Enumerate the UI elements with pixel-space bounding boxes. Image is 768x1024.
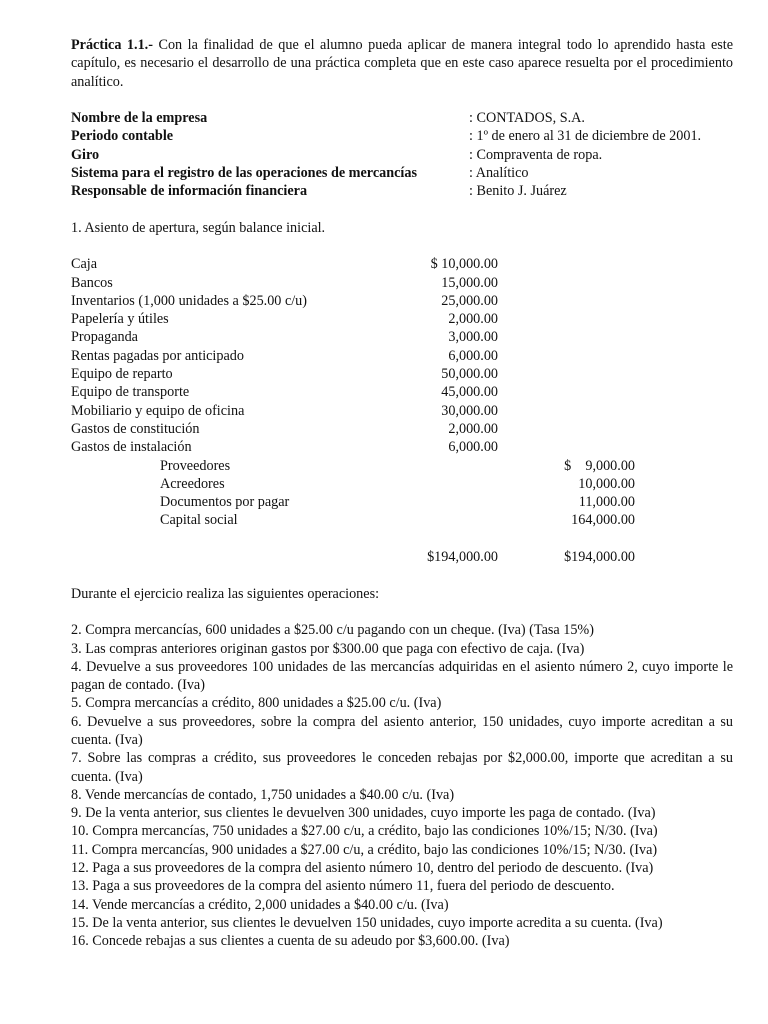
- operation-item: 12. Paga a sus proveedores de la compra del asiento número 10, dentro del periodo de descuento. (Iva): [71, 860, 654, 877]
- operation-item: 13. Paga a sus proveedores de la compra del asiento número 11, fuera del periodo de descuento.: [71, 878, 615, 895]
- operation-item: 15. De la venta anterior, sus clientes le devuelven 150 unidades, cuyo importe acredita a su cuenta. (Iva): [71, 914, 663, 931]
- company-info-row: [71, 146, 733, 164]
- credit-row: [71, 493, 733, 511]
- operation-item: 6. Devuelve a sus proveedores, sobre la compra del asiento anterior, 150 unidades, cuyo importe acreditan a su cuenta. (Iva): [71, 713, 733, 748]
- credit-row: [71, 511, 733, 529]
- account-name: Documentos por pagar: [160, 494, 290, 511]
- debit-amount: $ 10,000.00: [430, 256, 498, 273]
- opening-entry-title: 1. Asiento de apertura, según balance inicial.: [71, 219, 326, 236]
- operation-item: 3. Las compras anteriores originan gastos por $300.00 que paga con efectivo de caja. (Iva): [71, 640, 585, 657]
- debit-row: [71, 365, 733, 383]
- info-label: Sistema para el registro de las operaciones de mercancías: [71, 165, 417, 182]
- account-name: Caja: [71, 256, 97, 273]
- debit-amount: 3,000.00: [448, 329, 498, 346]
- info-label: Giro: [71, 146, 100, 163]
- debit-row: [71, 328, 733, 346]
- debit-amount: 2,000.00: [448, 311, 498, 328]
- account-name: Propaganda: [71, 329, 138, 346]
- debit-row: [71, 347, 733, 365]
- total-debit: $194,000.00: [427, 549, 498, 566]
- debit-amount: 15,000.00: [441, 274, 498, 291]
- account-name: Capital social: [160, 512, 238, 529]
- credit-row: [71, 457, 733, 475]
- operation-item: 9. De la venta anterior, sus clientes le devuelven 300 unidades, cuyo importe les paga de contado. (Iva): [71, 805, 656, 822]
- account-name: Gastos de instalación: [71, 439, 192, 456]
- credit-amount: 11,000.00: [578, 494, 635, 511]
- debit-row: [71, 420, 733, 438]
- debit-row: [71, 438, 733, 456]
- debit-row: [71, 383, 733, 401]
- company-info-block: [71, 109, 733, 200]
- operation-item: 4. Devuelve a sus proveedores 100 unidades de las mercancías adquiridas en el asiento número 2, cuyo importe le pagan de contado. (Iva): [71, 658, 733, 694]
- info-value: : 1º de enero al 31 de diciembre de 2001.: [469, 128, 702, 145]
- operations-intro: Durante el ejercicio realiza las siguientes operaciones:: [71, 585, 380, 602]
- operation-item: 10. Compra mercancías, 750 unidades a $27.00 c/u, a crédito, bajo las condiciones 10%/15; N/30. (Iva): [71, 823, 658, 840]
- debit-amount: 2,000.00: [448, 420, 498, 437]
- debit-amount: 6,000.00: [448, 439, 498, 456]
- operation-item: 2. Compra mercancías, 600 unidades a $25.00 c/u pagando con un cheque. (Iva) (Tasa 15%): [71, 622, 594, 639]
- operation-item: 11. Compra mercancías, 900 unidades a $27.00 c/u, a crédito, bajo las condiciones 10%/15; N/30. (Iva): [71, 841, 658, 858]
- credit-amount: 10,000.00: [578, 475, 635, 492]
- info-value: : Benito J. Juárez: [469, 183, 567, 200]
- account-name: Equipo de transporte: [71, 384, 190, 401]
- account-name: Bancos: [71, 274, 113, 291]
- account-name: Papelería y útiles: [71, 311, 169, 328]
- credit-amount: $ 9,000.00: [564, 457, 635, 474]
- total-credit: $194,000.00: [564, 549, 635, 566]
- debit-amount: 50,000.00: [441, 366, 498, 383]
- info-label: Nombre de la empresa: [71, 110, 208, 127]
- practice-title: Práctica 1.1.-: [71, 37, 153, 53]
- operations-list: [71, 621, 733, 950]
- account-name: Acreedores: [160, 475, 225, 492]
- intro-paragraph: [71, 36, 733, 91]
- info-value: : Compraventa de ropa.: [469, 146, 603, 163]
- account-name: Rentas pagadas por anticipado: [71, 347, 244, 364]
- credit-row: [71, 475, 733, 493]
- operation-item: 14. Vende mercancías a crédito, 2,000 unidades a $40.00 c/u. (Iva): [71, 896, 449, 913]
- company-info-row: [71, 164, 733, 182]
- account-name: Gastos de constitución: [71, 420, 200, 437]
- operation-item: 16. Concede rebajas a sus clientes a cuenta de su adeudo por $3,600.00. (Iva): [71, 933, 510, 950]
- company-info-row: [71, 127, 733, 145]
- debit-row: [71, 255, 733, 273]
- totals-row: [71, 548, 733, 566]
- credit-amount: 164,000.00: [571, 512, 635, 529]
- debit-amount: 25,000.00: [441, 292, 498, 309]
- opening-balance-table: [71, 255, 733, 566]
- document-page: [71, 36, 733, 951]
- intro-text: Con la finalidad de que el alumno pueda aplicar de manera integral todo lo aprendido hasta este capítulo, es necesario el desarrollo de una práctica completa que en este caso aparece resuelta por el procedimiento analítico.: [71, 37, 733, 90]
- info-value: : CONTADOS, S.A.: [469, 110, 585, 127]
- account-name: Inventarios (1,000 unidades a $25.00 c/u): [71, 292, 308, 309]
- debit-row: [71, 292, 733, 310]
- company-info-row: [71, 182, 733, 200]
- company-info-row: [71, 109, 733, 127]
- account-name: Mobiliario y equipo de oficina: [71, 402, 245, 419]
- account-name: Proveedores: [160, 457, 231, 474]
- debit-row: [71, 402, 733, 420]
- account-name: Equipo de reparto: [71, 366, 173, 383]
- operation-item: 7. Sobre las compras a crédito, sus proveedores le conceden rebajas por $2,000.00, importe que acreditan a su cuenta. (Iva): [71, 750, 733, 785]
- debit-amount: 6,000.00: [448, 347, 498, 364]
- operation-item: 8. Vende mercancías de contado, 1,750 unidades a $40.00 c/u. (Iva): [71, 786, 455, 803]
- debit-row: [71, 310, 733, 328]
- info-label: Periodo contable: [71, 128, 174, 145]
- info-value: : Analítico: [469, 165, 529, 182]
- debit-amount: 45,000.00: [441, 384, 498, 401]
- debit-amount: 30,000.00: [441, 402, 498, 419]
- info-label: Responsable de información financiera: [71, 183, 308, 200]
- operation-item: 5. Compra mercancías a crédito, 800 unidades a $25.00 c/u. (Iva): [71, 695, 442, 712]
- debit-row: [71, 274, 733, 292]
